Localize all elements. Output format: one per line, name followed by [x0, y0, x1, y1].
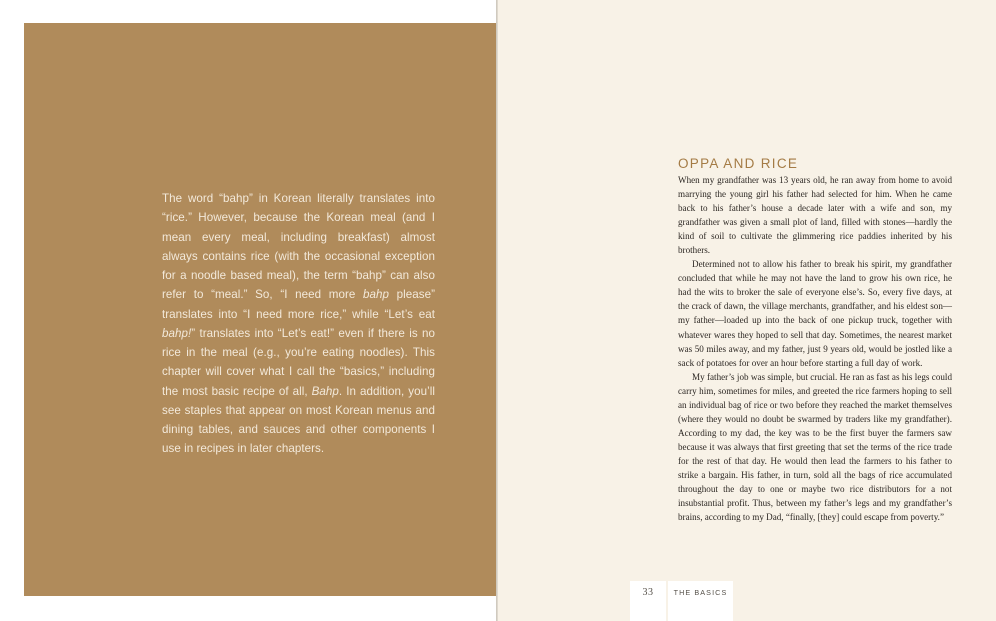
- intro-italic-2: bahp!: [162, 326, 192, 340]
- article-paragraph: My father’s job was simple, but crucial. He ran as fast as his legs could carry him, sometimes for miles, and greeted the rice farmers hoping to sell an individual bag of rice or two before they reached the market themselves (where they would no doubt be swarmed by traders like my grandfather). According to my dad, the key was to be the first buyer the farmers saw because it was always that first greeting that set the terms of the rice trade for the rest of that day. He would then lead the farmers to his father to strike a bargain. His father, in turn, sold all the bags of rice accumulated throughout the day to one or maybe two rice distributors for a not insubstantial profit. Thus, between my father’s legs and my grandfather’s brains, according to my Dad, “finally, [they] could escape from poverty.”: [678, 371, 952, 523]
- article-heading: OPPA AND RICE: [678, 156, 799, 171]
- article-paragraph: When my grandfather was 13 years old, he ran away from home to avoid marrying the young girl his father had selected for him. When he came back to his father’s house a decade later with a wife and son, my grandfather was given a small plot of land, filled with stones—hardly the kind of soil to cultivate the glimmering rice paddies inherited by his brothers.: [678, 175, 952, 256]
- article-body: [678, 173, 952, 524]
- intro-text-1: The word “bahp” in Korean literally translates into “rice.” However, because the Korean meal (and I mean every meal, including breakfast) almost always contains rice (with the occasional exception for a noodle based meal), the term “bahp” can also refer to “meal.” So, “I need more: [162, 192, 435, 302]
- page-number: 33: [630, 581, 666, 621]
- intro-text-2: please” translates into “I need more rice,” while “Let’s eat: [162, 288, 435, 321]
- running-footer-section: THE BASICS: [668, 581, 733, 621]
- intro-italic-3: Bahp: [311, 384, 339, 398]
- intro-text-4: . In addition, you’ll see staples that appear on most Korean menus and dining tables, and sauces and other components I use in recipes in later chapters.: [162, 384, 435, 456]
- intro-italic-1: bahp: [362, 288, 389, 302]
- chapter-intro-text: [162, 189, 435, 459]
- intro-text-3: ” translates into “Let’s eat!” even if there is no rice in the meal (e.g., you’re eating noodles). This chapter will cover what I call the “basics,” including the most basic recipe of all,: [162, 326, 435, 398]
- book-gutter: [496, 0, 498, 621]
- article-paragraph: Determined not to allow his father to break his spirit, my grandfather concluded that while he may not have the land to grow his own rice, he had the wits to broker the sale of everyone else’s. So, every five days, at the crack of dawn, the village merchants, grandfather, and his eldest son—my father—loaded up into the back of one pickup truck, together with whatever wares they hoped to sell that day. Sometimes, the nearest market was 50 miles away, and my father, just 9 years old, would be jostled like a sack of potatoes for over an hour before starting a full day of work.: [678, 259, 952, 368]
